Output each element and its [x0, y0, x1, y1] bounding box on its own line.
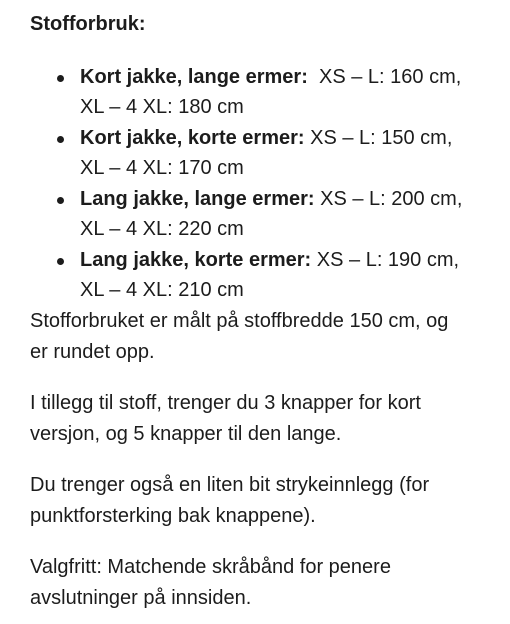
- item-value-line2: XL – 4 XL: 210 cm: [80, 279, 244, 301]
- bullet-icon: [57, 258, 64, 265]
- paragraph-optional-note: [30, 552, 500, 614]
- bullet-icon: [57, 197, 64, 204]
- item-value-line2: XL – 4 XL: 180 cm: [80, 96, 244, 118]
- paragraph-line: versjon, og 5 knapper til den lange.: [30, 423, 342, 445]
- paragraph-line: I tillegg til stoff, trenger du 3 knapper for kort: [30, 392, 421, 414]
- item-label: Lang jakke, lange ermer:: [80, 188, 315, 210]
- paragraph-line: Du trenger også en liten bit strykeinnlegg (for: [30, 474, 430, 496]
- item-value-line2: XL – 4 XL: 170 cm: [80, 157, 244, 179]
- item-label: Kort jakke, lange ermer:: [80, 66, 308, 88]
- paragraph-line: avslutninger på innsiden.: [30, 587, 252, 609]
- paragraph-line: Stofforbruket er målt på stoffbredde 150 cm, og: [30, 310, 449, 332]
- bullet-icon: [57, 136, 64, 143]
- paragraph-buttons-note: [30, 388, 500, 450]
- item-label: Lang jakke, korte ermer:: [80, 249, 312, 271]
- paragraph-fabric-note: [30, 306, 500, 368]
- fabric-usage-list: [30, 62, 500, 305]
- paragraph-interfacing-note: [30, 470, 500, 532]
- paragraph-line: er rundet opp.: [30, 341, 155, 363]
- list-item: [30, 184, 500, 244]
- item-value-line1: XS – L: 150 cm,: [304, 127, 453, 149]
- item-label: Kort jakke, korte ermer:: [80, 127, 305, 149]
- paragraph-line: punktforsterking bak knappene).: [30, 505, 316, 527]
- item-value-line1: XS – L: 200 cm,: [314, 188, 463, 210]
- bullet-icon: [57, 75, 64, 82]
- list-item: [30, 245, 500, 305]
- item-value-line1: XS – L: 160 cm,: [307, 66, 462, 88]
- paragraph-line: Valgfritt: Matchende skråbånd for penere: [30, 556, 391, 578]
- list-item: [30, 123, 500, 183]
- item-value-line1: XS – L: 190 cm,: [311, 249, 460, 271]
- section-heading: Stofforbruk:: [30, 13, 146, 35]
- item-value-line2: XL – 4 XL: 220 cm: [80, 218, 244, 240]
- list-item: [30, 62, 500, 122]
- document-body: [30, 0, 500, 614]
